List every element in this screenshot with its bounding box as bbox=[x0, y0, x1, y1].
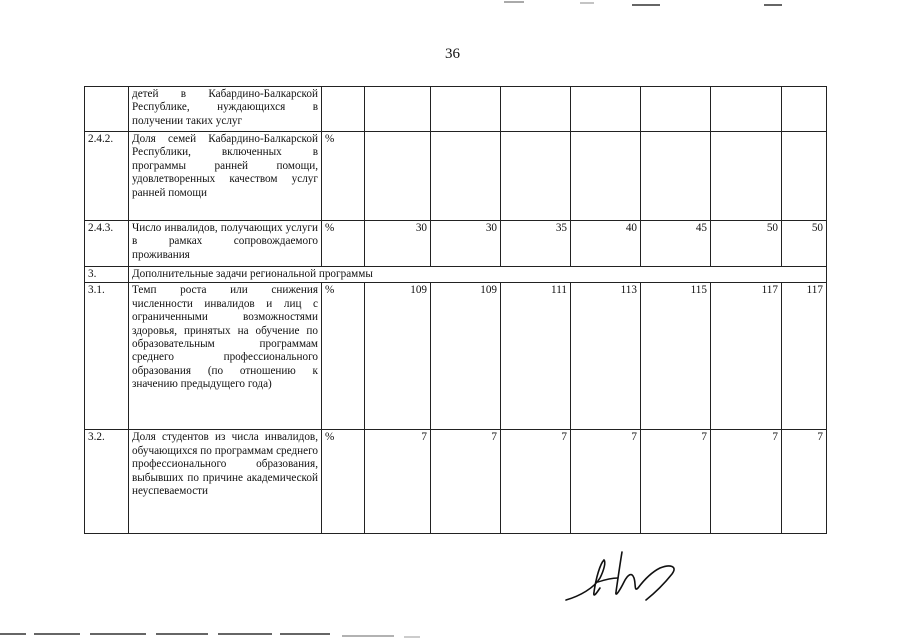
value-cell: 115 bbox=[641, 283, 711, 430]
top-edge-marks bbox=[0, 0, 905, 10]
indicator-description: Темп роста или снижения численности инвалидов и лиц с ограниченными возможностями здоровья, принятых на обучение по образовательным программам среднего профессионального образования (по отношению к значению предыдущего года) bbox=[129, 283, 322, 430]
row-number bbox=[85, 87, 129, 132]
table-row bbox=[85, 221, 827, 267]
value-cell: 7 bbox=[641, 430, 711, 534]
value-cell: 7 bbox=[501, 430, 571, 534]
table-row bbox=[85, 132, 827, 221]
unit-cell bbox=[322, 87, 365, 132]
value-cell bbox=[571, 87, 641, 132]
value-cell bbox=[571, 132, 641, 221]
row-number: 2.4.3. bbox=[85, 221, 129, 267]
indicator-description: Доля студентов из числа инвалидов, обучающихся по программам среднего профессионального образования, выбывших по причине академической неуспеваемости bbox=[129, 430, 322, 534]
value-cell: 7 bbox=[711, 430, 782, 534]
unit-cell: % bbox=[322, 430, 365, 534]
indicator-description: Число инвалидов, получающих услуги в рамках сопровождаемого проживания bbox=[129, 221, 322, 267]
value-cell bbox=[431, 132, 501, 221]
row-number: 3.2. bbox=[85, 430, 129, 534]
section-row bbox=[85, 267, 827, 283]
value-cell bbox=[782, 132, 827, 221]
unit-cell: % bbox=[322, 132, 365, 221]
value-cell bbox=[641, 132, 711, 221]
section-title: Дополнительные задачи региональной программы bbox=[129, 267, 827, 283]
value-cell: 117 bbox=[711, 283, 782, 430]
table-row bbox=[85, 430, 827, 534]
value-cell: 111 bbox=[501, 283, 571, 430]
value-cell bbox=[431, 87, 501, 132]
indicators-table bbox=[84, 86, 827, 534]
value-cell bbox=[782, 87, 827, 132]
value-cell: 50 bbox=[711, 221, 782, 267]
value-cell bbox=[711, 132, 782, 221]
table-row bbox=[85, 283, 827, 430]
value-cell: 35 bbox=[501, 221, 571, 267]
indicator-description: Доля семей Кабардино-Балкарской Республики, включенных в программы ранней помощи, удовлетворенных качеством услуг ранней помощи bbox=[129, 132, 322, 221]
section-number: 3. bbox=[85, 267, 129, 283]
value-cell: 7 bbox=[431, 430, 501, 534]
value-cell: 117 bbox=[782, 283, 827, 430]
value-cell: 7 bbox=[365, 430, 431, 534]
handwritten-signature bbox=[560, 548, 690, 608]
value-cell: 45 bbox=[641, 221, 711, 267]
value-cell bbox=[501, 132, 571, 221]
table-body bbox=[85, 87, 827, 534]
value-cell bbox=[641, 87, 711, 132]
value-cell: 50 bbox=[782, 221, 827, 267]
value-cell: 109 bbox=[365, 283, 431, 430]
table-row bbox=[85, 87, 827, 132]
bottom-edge-marks bbox=[0, 628, 905, 640]
unit-cell: % bbox=[322, 221, 365, 267]
value-cell: 30 bbox=[365, 221, 431, 267]
unit-cell: % bbox=[322, 283, 365, 430]
row-number: 3.1. bbox=[85, 283, 129, 430]
value-cell bbox=[711, 87, 782, 132]
value-cell: 109 bbox=[431, 283, 501, 430]
value-cell: 30 bbox=[431, 221, 501, 267]
value-cell: 7 bbox=[782, 430, 827, 534]
value-cell bbox=[501, 87, 571, 132]
value-cell: 40 bbox=[571, 221, 641, 267]
indicator-description: детей в Кабардино-Балкарской Республике, нуждающихся в получении таких услуг bbox=[129, 87, 322, 132]
value-cell bbox=[365, 132, 431, 221]
value-cell: 7 bbox=[571, 430, 641, 534]
value-cell: 113 bbox=[571, 283, 641, 430]
value-cell bbox=[365, 87, 431, 132]
row-number: 2.4.2. bbox=[85, 132, 129, 221]
page-number: 36 bbox=[445, 46, 460, 62]
